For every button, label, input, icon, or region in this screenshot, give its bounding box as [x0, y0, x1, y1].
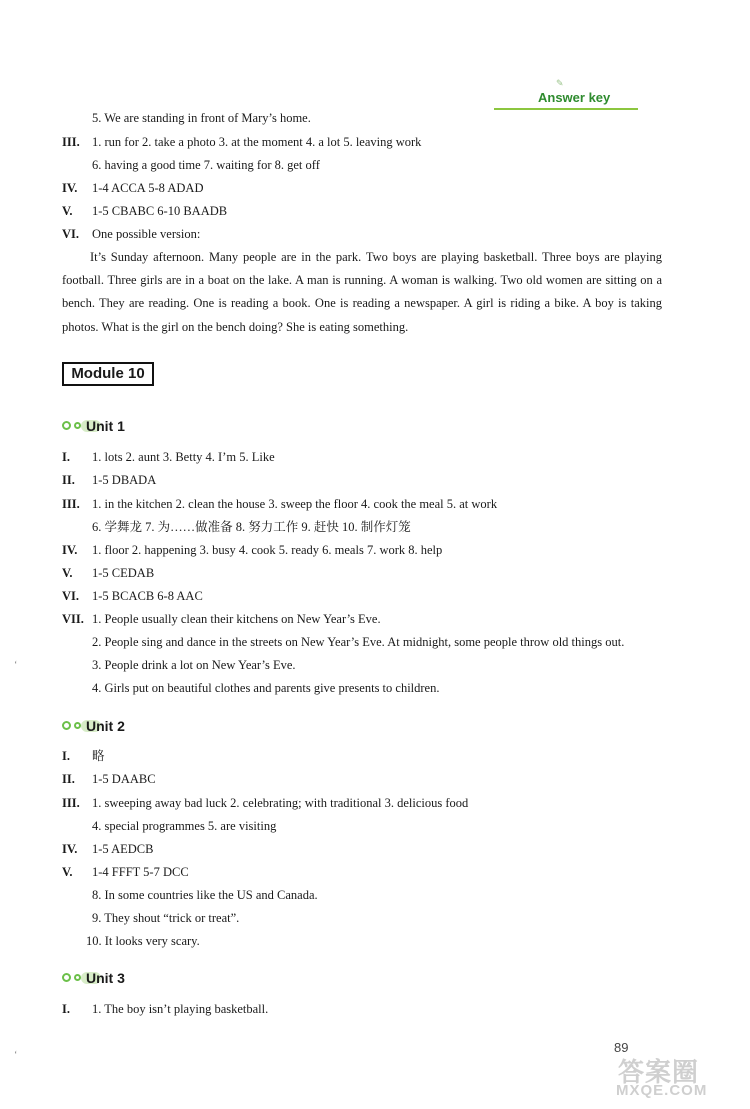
answer-line: 1. People usually clean their kitchens on New Year’s Eve.	[92, 612, 381, 626]
section-number: V.	[62, 566, 73, 580]
section-number: VI.	[62, 589, 80, 603]
watermark-url: MXQE.COM	[616, 1082, 708, 1099]
section-number: II.	[62, 473, 75, 487]
module-title: Module 10	[62, 362, 154, 386]
answer-line: 8. In some countries like the US and Canada.	[92, 888, 318, 902]
answer-key-header: Answer key	[538, 90, 611, 105]
answer-line: 9. They shout “trick or treat”.	[92, 911, 240, 925]
section-number: III.	[62, 497, 80, 511]
unit-heading	[62, 968, 125, 988]
answer-line: 1. lots 2. aunt 3. Betty 4. I’m 5. Like	[92, 450, 275, 464]
answer-line: 1-4 FFFT 5-7 DCC	[92, 865, 189, 879]
answer-line: 6. having a good time 7. waiting for 8. get off	[92, 158, 320, 172]
answer-line: 10. It looks very scary.	[86, 934, 200, 948]
answer-line: 1-5 CBABC 6-10 BAADB	[92, 204, 228, 218]
answer-line: One possible version:	[92, 227, 201, 241]
answer-line: 4. special programmes 5. are visiting	[92, 819, 277, 833]
header-rule	[494, 108, 638, 110]
margin-mark: ‘	[14, 660, 18, 671]
section-number: II.	[62, 772, 75, 786]
header-decoration: ✎	[556, 78, 564, 88]
answer-line: 6. 学舞龙 7. 为……做准备 8. 努力工作 9. 赶快 10. 制作灯笼	[92, 520, 411, 534]
section-number: V.	[62, 865, 73, 879]
section-number: IV.	[62, 543, 78, 557]
answer-line: 1. run for 2. take a photo 3. at the moment 4. a lot 5. leaving work	[92, 135, 422, 149]
unit-heading	[62, 716, 125, 736]
section-number: IV.	[62, 842, 78, 856]
answer-line: 5. We are standing in front of Mary’s home.	[92, 111, 311, 125]
answer-line: 1. sweeping away bad luck 2. celebrating; with traditional 3. delicious food	[92, 796, 469, 810]
answer-line: 1-5 AEDCB	[92, 842, 154, 856]
section-number: I.	[62, 749, 70, 763]
answer-line: 1. in the kitchen 2. clean the house 3. sweep the floor 4. cook the meal 5. at work	[92, 497, 498, 511]
answer-line: 1. The boy isn’t playing basketball.	[92, 1002, 269, 1016]
watermark-logo: 答案圈	[618, 1057, 700, 1087]
section-number: IV.	[62, 181, 78, 195]
answer-line: 1-5 DBADA	[92, 473, 157, 487]
answer-line: 1. floor 2. happening 3. busy 4. cook 5. ready 6. meals 7. work 8. help	[92, 543, 443, 557]
section-number: I.	[62, 450, 70, 464]
section-number: VII.	[62, 612, 84, 626]
answer-line: 1-4 ACCA 5-8 ADAD	[92, 181, 204, 195]
margin-mark: ‘	[14, 1050, 18, 1061]
answer-line: 略	[92, 749, 105, 763]
unit-heading	[62, 416, 125, 436]
section-number: VI.	[62, 227, 80, 241]
unit-title: Unit 2	[86, 718, 125, 734]
unit-title: Unit 1	[86, 418, 125, 434]
answer-line: 4. Girls put on beautiful clothes and parents give presents to children.	[92, 681, 440, 695]
answer-line: 2. People sing and dance in the streets on New Year’s Eve. At midnight, some people throw old things out.	[92, 635, 625, 649]
section-number: III.	[62, 135, 80, 149]
unit-title: Unit 3	[86, 970, 125, 986]
section-number: III.	[62, 796, 80, 810]
section-number: V.	[62, 204, 73, 218]
answer-line: 3. People drink a lot on New Year’s Eve.	[92, 658, 296, 672]
answer-line: 1-5 BCACB 6-8 AAC	[92, 589, 203, 603]
section-number: I.	[62, 1002, 70, 1016]
page-number: 89	[614, 1040, 629, 1055]
answer-line: 1-5 DAABC	[92, 772, 156, 786]
answer-line: 1-5 CEDAB	[92, 566, 155, 580]
essay-paragraph: It’s Sunday afternoon. Many people are in the park. Two boys are playing basketball. Three boys are playing football. Three girls are in a boat on the lake. A man is running. A woman is walking. Two old women are sitting on a bench. They are reading. One is reading a book. One is reading a newspaper. A girl is riding a bike. A boy is taking photos. What is the girl on the bench doing? She is eating something.	[62, 250, 662, 334]
